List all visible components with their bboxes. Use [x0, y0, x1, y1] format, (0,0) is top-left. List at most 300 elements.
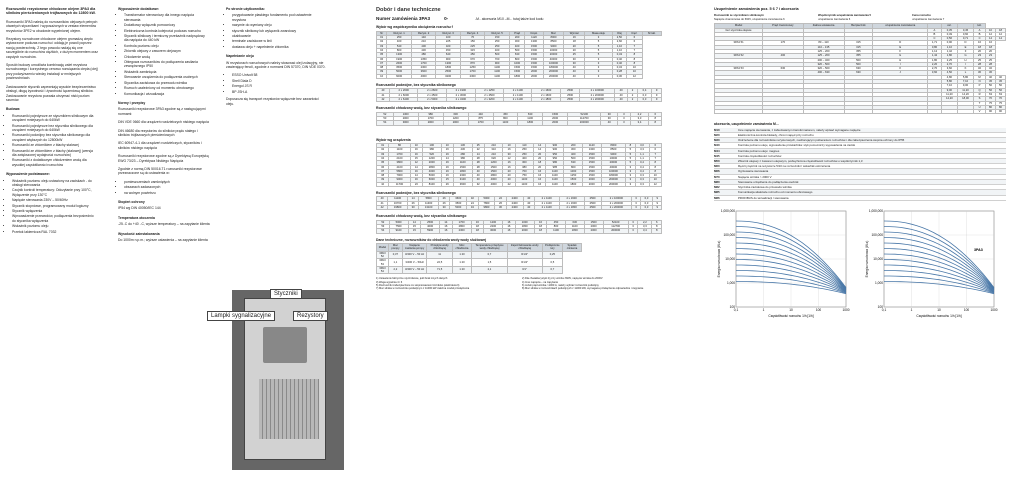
table-cell: 2500 [436, 70, 461, 74]
table-cell: 06 [377, 165, 389, 169]
table-cell: U [974, 105, 986, 109]
intro-paragraphs [6, 20, 98, 103]
table-cell: 315 [460, 49, 485, 53]
y-tick-label: 10,000 [873, 256, 883, 261]
table-cell: 40 [472, 178, 484, 182]
table-cell: I [873, 62, 928, 66]
table-cell: 40000 [601, 165, 626, 169]
table-cell: 430 [411, 49, 436, 53]
table-header-cell: Rezyst. 4 [460, 31, 485, 35]
table-cell: 5 [585, 53, 613, 57]
table-cell: 2 [628, 98, 638, 102]
table-cell: 0,80 [928, 45, 942, 49]
table-cell: 40 [523, 197, 534, 201]
table-cell: 150 [460, 40, 485, 44]
table-cell [873, 110, 928, 114]
table-cell: 2 x 1800 [532, 98, 561, 102]
accessory-desc: Kontrola poziomu oleju, wyposażenie przekaźnika: styk pomocniczy wyposażenia na zacisk [738, 143, 856, 148]
table-cell: 2 x 1250 [475, 89, 504, 93]
table-cell: R1/2" [507, 259, 542, 267]
table-cell: 25 [986, 58, 996, 62]
table-cell: 1,1 [388, 259, 402, 267]
accessory-desc: Inne napięcie sterowania, z zabudowanym transformatorem, należy wpisać wymagane napięcie [738, 127, 861, 132]
table-cell: 900 [436, 57, 461, 61]
table-cell: 0,3 [635, 182, 649, 186]
table-header-cell: Przepływ wody chłodzącej [427, 244, 453, 252]
table-cell: 2800 [423, 165, 442, 169]
table-cell: 320 – 500 [803, 62, 844, 66]
table-cell [715, 110, 763, 114]
hdr-price: Cena rozruchu [912, 14, 931, 18]
table-cell: 16 [410, 148, 422, 152]
table-cell: 3,4 [638, 229, 652, 233]
table-cell: 1,5 [471, 259, 507, 267]
table-cell: 52 [377, 220, 390, 224]
table-cell: 225 [436, 40, 461, 44]
table-cell: 1500 [509, 70, 525, 74]
table-cell: 0,34 [612, 66, 626, 70]
table-cell: 3 [626, 169, 635, 173]
table-e-title: Rozruszniki podwójne, bez stycznika silnikowego [376, 191, 456, 196]
table-header-cell: kol. [974, 24, 986, 28]
table-double-by-device [376, 196, 662, 210]
table-cell: 10 [377, 74, 387, 78]
table-header-cell: Temperatura przepływu wody chłodzącej [471, 244, 507, 252]
table-cell: 3 [585, 57, 613, 61]
table-cell: 30 [503, 152, 515, 156]
table-cell: 18 [995, 28, 1005, 32]
table-cell: 2000 [543, 121, 568, 125]
table-cell: 630 [844, 71, 873, 75]
table-cell: 4000 [421, 225, 440, 229]
table-cell: 6000 [423, 178, 442, 182]
table-cell: 1100 [546, 178, 564, 182]
table-cell: 16 [533, 182, 545, 186]
accessory-desc: Ręczny łącznik na rezystorze 5/10 na rozruszniki / wskaźnik ostrzeżenia [738, 164, 831, 169]
table-cell: 30 [495, 206, 506, 210]
table-cell: 2300 [452, 229, 471, 233]
table-cell: R1" [507, 266, 542, 274]
callout-contactors: Styczniki [270, 289, 302, 299]
table-cell: E [957, 45, 973, 49]
intro-paragraph: Sposób budowy umożliwia kombinację zalet rezystora rozruchowego i korzystnego cenowo rozwiązania ciepła (olej) przy podwyższeniu wiedzy instalacji w mniejszych powierzchniach. [6, 63, 98, 81]
table-cell: 75 [986, 101, 996, 105]
table-cell: 4,50 [941, 71, 957, 75]
construction-item: • Rozruszniki ze zbiornikiem z blachy stalowej [12, 143, 98, 147]
table-cell: 14,20 [941, 97, 957, 101]
footnote: 5) Rozruszniki zabezpieczone ze stopniowaniem liczników (elektrokoszt) [376, 283, 460, 287]
table-row [377, 251, 582, 259]
table-cell: 8 [652, 225, 662, 229]
table-cell: 1,42 [928, 54, 942, 58]
table-cell: 03 [377, 44, 387, 48]
table-cell: 3 [585, 70, 613, 74]
accessory-desc: Kontrola częstotliwości rozruchów [738, 153, 782, 158]
table-cell: 0,3 [635, 178, 649, 182]
table-cell: H [957, 58, 973, 62]
table-cell: 980 [546, 161, 564, 165]
table-cell: 14 [472, 152, 484, 156]
table-cell: 2,60 [612, 40, 626, 44]
table-cell: 1500 [525, 57, 543, 61]
table-cell: 2500 [584, 206, 601, 210]
table-header-cell: Model [715, 24, 763, 28]
standard-equipment-heading: Wyposażenie podstawowe: [6, 172, 50, 177]
table-cell: 04 [377, 156, 389, 160]
table-header-cell: Rezyst. 2 [411, 31, 436, 35]
table-header-cell: Nr tab. [642, 31, 661, 35]
table-cell: 18,00 [957, 97, 973, 101]
table-cell: 8 [627, 53, 643, 57]
table-cell: 3,3 [630, 117, 649, 121]
table-header-cell: Wymiar [564, 31, 585, 35]
table-cell: 56 [986, 88, 996, 92]
table-cell: H [873, 58, 928, 62]
table-cell: 2300 [411, 66, 436, 70]
table-cell: 5000 [478, 197, 495, 201]
table-cell: 0,3 [637, 93, 651, 97]
table-cell: 20 [564, 49, 585, 53]
table-load-factor [376, 31, 662, 79]
table-header-cell: Spadek ciśnienia [563, 244, 582, 252]
table-cell: 1300 [387, 53, 412, 57]
accessory-desc: Kontrola poziomu oleju: magnes [738, 148, 780, 153]
accessory-desc: Elektroniczna kontrola blokady, chroni napęd przy rozruchu [738, 133, 814, 138]
table-cell: 315 [844, 41, 873, 45]
table-cell: 100000 [543, 61, 564, 65]
table-cell: 7 [649, 156, 662, 160]
construction-item: • Rozruszniki z dodatkowym chłodzeniem wodą dla wysokiej częstotliwości rozruchów [12, 158, 98, 167]
table-cell: 10 [649, 174, 662, 178]
table-cell: 2500 [560, 98, 579, 102]
table-cell: 24 [467, 201, 478, 205]
accessory-row [714, 196, 1006, 201]
table-cell: 70 [995, 97, 1005, 101]
table-cell: 1500 [525, 53, 543, 57]
table-cell: 3,3 [638, 225, 652, 229]
table-cell: 3PA3 54 [377, 266, 389, 274]
table-a-title: Wybór wg współczynnika obciążenia rozruchu f [376, 25, 453, 30]
table-cell: 1100 [485, 74, 510, 78]
user-side-item: • dostawa oleju + napełnienie zbiornika [232, 45, 326, 49]
accessory-item: • Komunikacja i wizualizacja [124, 92, 210, 96]
table-cell: 16 [503, 161, 515, 165]
table-cell: 2 [628, 93, 638, 97]
table-cell: 200000 [601, 178, 626, 182]
table-cell: 70 [986, 97, 996, 101]
table-cell: 5000 [450, 206, 467, 210]
table-cell: 1,80 [941, 54, 957, 58]
y-tick-label: 100,000 [871, 232, 883, 237]
table-cell: 3 [626, 182, 635, 186]
table-cell: 670 [460, 57, 485, 61]
table-row [715, 110, 1006, 114]
table-cell: 1300 [583, 148, 602, 152]
table-cell: 2600 [387, 61, 412, 65]
accessory-item: • Obiegowa rozruszników do podłączenia zasilania zewnętrznego IP50 [124, 60, 210, 69]
table-cell: 20 [564, 44, 585, 48]
table-cell: 11300 [419, 201, 439, 205]
table-cell: 3800 [389, 161, 410, 165]
table-cell: 2000 [423, 161, 442, 165]
equipment-item: • Czujnik kontroli temperatury: Odczytanie przy 100°C, Wyłączenie przy 130°C [12, 188, 98, 197]
table-cell: 16 [441, 148, 453, 152]
x-tick-label: 100 [963, 307, 970, 312]
installation-item: • obszarach zadaszonych [124, 185, 210, 189]
table-cell: 4000 [423, 169, 442, 173]
table-cell: 10 [627, 66, 643, 70]
table-cell: 0,4 [635, 169, 649, 173]
accessory-item: • Transformator sterowniczy dla innego napięcia sterowania [124, 13, 210, 22]
table-cell: 2300 [460, 74, 485, 78]
table-cell: 26 [439, 201, 450, 205]
accessory-title: akcesoria, uzupełnienie zamówienia M... [714, 122, 779, 127]
table-g-title: Dane techniczne, rozruszników do chłodzenia wody wody służbowej [376, 237, 487, 242]
table-cell: 400 [411, 44, 436, 48]
intro-title: Rozruszniki rezystorowe chłodzone olejem 3PA3 dla silników pierścieniowych trójfazowych do 12800 kW. [6, 7, 96, 16]
table-cell: 16 [503, 225, 516, 229]
supplement-headers [714, 14, 1006, 21]
table-cell: 2 x 200000 [580, 98, 615, 102]
altitude-text: Do 1000m n.p.m.; wyższe ustawienia – na zapytanie klienta [118, 238, 208, 243]
table-cell: 2,50 [612, 36, 626, 40]
table-cell: 20 [503, 174, 515, 178]
table-cell: 11,20 [957, 88, 973, 92]
table-cell: 7500 [389, 225, 408, 229]
table-cell: 355 [844, 54, 873, 58]
table-cell: 16 [533, 174, 545, 178]
table-cell: 2 x 200000 [580, 93, 615, 97]
table-cell: 630 [763, 67, 803, 71]
table-cell: 2 x 3200 [475, 98, 504, 102]
table-cell: 1120 [583, 144, 602, 148]
table-cell: 16 [564, 36, 585, 40]
table-cell: 18 [564, 40, 585, 44]
table-cell: 0,3 [635, 174, 649, 178]
table-cell: 3 [632, 201, 640, 205]
table-cell: 18 [986, 45, 996, 49]
table-cell: 12 [627, 74, 643, 78]
y-tick-label: 100 [877, 304, 883, 309]
table-header-cell: Częst. [525, 31, 543, 35]
table-cell: V [974, 110, 986, 114]
table-cell: 63 [986, 92, 996, 96]
table-cell: 1800 [436, 66, 461, 70]
table-cell: 280 [453, 152, 472, 156]
table-cell: 0,35 [941, 28, 957, 32]
table-cell: 20000 [601, 161, 626, 165]
table-cell: 2800 [452, 225, 471, 229]
accessory-item: • Stycznik silnikowy i termiczny przekaźnik nadprądowy dla napięcia do 440 kW [124, 34, 210, 43]
table-cell: 16 [441, 174, 453, 178]
table-cell: 2 x 1100 [534, 206, 559, 210]
table-cell: 18 [471, 229, 484, 233]
table-cell: 125 – 200 [803, 50, 844, 54]
table-cell: 140 [411, 36, 436, 40]
table-cell: 1,1 [635, 156, 649, 160]
table-cell: 112700 [568, 117, 601, 121]
table-cell: 3000 [484, 229, 503, 233]
table-cell: 1,12 [928, 50, 942, 54]
accessory-desc: Zbiornik olejowy z zaworem olejowym, podwyższona częstotliwość rozruchów o współczynnik 1,3 [738, 159, 863, 164]
table-cell: 1000 [515, 220, 534, 224]
table-cell: 14 [995, 37, 1005, 41]
table-cell: 900 [485, 61, 510, 65]
table-cell: 2500 [584, 201, 601, 205]
table-cell: 16 [471, 220, 484, 224]
table-cell: 16 [441, 152, 453, 156]
table-cell: 54 [377, 229, 390, 233]
table-cell: 6000 [387, 74, 412, 78]
table-cell [928, 110, 942, 114]
table-cell: 09 [377, 178, 389, 182]
table-cell: 1 20 [452, 266, 471, 274]
table-cell: 380 [515, 165, 533, 169]
table-cell: 1500 [453, 165, 472, 169]
x-tick-label: 1 [762, 307, 765, 312]
table-cell: D [957, 41, 973, 45]
table-header-cell: Rezyst. 1 [387, 31, 412, 35]
hdr-factor: Współczynnik uzupełniania zamówienia 5 [818, 14, 872, 18]
table-cell: M [974, 75, 986, 79]
table-cell: 2 x 200000 [601, 206, 632, 210]
table-cell: 630 [509, 53, 525, 57]
table-cell: 2000 [393, 117, 418, 121]
table-cell: 2 x 6000 [389, 93, 418, 97]
accessory-code: M82 [714, 185, 720, 190]
table-cell: 2500 [560, 93, 579, 97]
table-cell: 0,43 [612, 53, 626, 57]
table-header-cell: Rezyst. 3 [436, 31, 461, 35]
accessory-desc: Komunikacja właściwie rozruchu od momentu obrotowego [738, 190, 813, 195]
accessory-code: M50 [714, 159, 720, 164]
table-cell: 45 [986, 80, 996, 84]
ambient-temp-heading: Temperatura otoczenia [118, 215, 155, 220]
table-d-title: Wybór wg urządzenia [376, 137, 411, 142]
oil-type-item: • Shell Diala D [232, 79, 326, 83]
table-cell: 7 [627, 49, 643, 53]
table-cell: 40 [986, 75, 996, 79]
table-cell: 2,70 [928, 67, 942, 71]
table-cell: 14 [986, 37, 996, 41]
standards-paragraphs [118, 107, 210, 175]
table-water-cooled [376, 112, 662, 126]
table-cell: 320 – 500 [803, 67, 844, 71]
table-row [377, 98, 662, 102]
y-tick-label: 100 [729, 304, 735, 309]
chart-energy-left [717, 209, 850, 318]
table-cell: 875 [468, 117, 493, 121]
equipment-item: • Stycznik stopniowe, programowany moduł logiczny [12, 204, 98, 208]
table-cell: 110 [515, 144, 533, 148]
table-cell: 800 [547, 225, 565, 229]
table-cell: 16 [534, 220, 547, 224]
table-cell: K [957, 67, 973, 71]
table-cell: 1500 [484, 165, 503, 169]
table-cell: 40 [564, 66, 585, 70]
construction-heading: Budowa: [6, 107, 21, 112]
table-cell: 2 x 1600 [532, 89, 561, 93]
table-cell: 1200 [423, 156, 442, 160]
table-cell: 1500 [564, 178, 583, 182]
table-cell: 200000 [543, 74, 564, 78]
table-cell: G [957, 54, 973, 58]
standards-paragraph: Rozruszniki rezystorowe zgodne są z Dyrektywą Europejską EWG 73/23 – Dyrektywa Niskiego Napięcia [118, 154, 209, 163]
table-cell: 1700 [452, 220, 471, 224]
accessory-code: M86 [714, 195, 720, 200]
table-cell: 800 [493, 117, 517, 121]
table-cell: 80 [995, 105, 1005, 109]
table-cell: 700 [515, 169, 533, 173]
table-cell: 1800 [518, 121, 543, 125]
table-cell: 210 [411, 40, 436, 44]
table-cell: 2 x 5000 [418, 98, 447, 102]
table-cell: 100 [423, 144, 442, 148]
table-cell: 45 [995, 80, 1005, 84]
table-cell: 150 [485, 36, 510, 40]
table-cell: 4,80 [941, 75, 957, 79]
table-cell: 23 [974, 54, 986, 58]
table-cell: 11700 [389, 182, 410, 186]
table-header-cell: uzupełnienie zamówienia [873, 24, 928, 28]
callout-resistors: Rezystory [293, 311, 328, 321]
table-cell: 28 [986, 62, 996, 66]
table-cell: 5,80 [941, 80, 957, 84]
table-cell: 620 [484, 156, 503, 160]
table-cell [803, 110, 844, 114]
table-cell: 2,25 [941, 58, 957, 62]
table-cell: 70 [460, 36, 485, 40]
table-cell: 02 [377, 148, 389, 152]
accessory-code: M40 [714, 143, 720, 148]
oil-types-list [226, 73, 326, 94]
table-cell: 2500 [584, 197, 601, 201]
table-cell: 2 x 100000 [580, 89, 615, 93]
additional-equipment-list [118, 13, 210, 96]
table-cell: 200 [564, 144, 583, 148]
table-cell: 1,71 [928, 41, 942, 45]
installation-item: • pomieszczeniach zamkniętych [124, 180, 210, 184]
selection-column [376, 7, 662, 290]
table-cell: 40 [601, 121, 618, 125]
table-cell: 950 [546, 152, 564, 156]
table-cell: 3PA3 52 [715, 54, 763, 58]
standards-heading: Normy i przepisy [118, 100, 146, 105]
table-cell: 1100 [546, 182, 564, 186]
table-cell: 2 x 3000 [447, 93, 476, 97]
table-cell: 4000 [484, 182, 503, 186]
table-cell: 2 x 200000 [601, 201, 632, 205]
accessories-column [118, 7, 210, 246]
table-cell: 14 [533, 148, 545, 152]
footnote: 3) Waga wypełnia 4 i 6 [376, 280, 403, 284]
table-cell: 56 [995, 88, 1005, 92]
table-cell: 0,3 [637, 98, 651, 102]
table-cell: 250 [515, 148, 533, 152]
table-cell: 20 [533, 152, 545, 156]
table-cell: 40 [615, 89, 628, 93]
table-cell: 12 [410, 161, 422, 165]
table-cell: 9000 [543, 44, 564, 48]
table-cell: 41 [377, 93, 390, 97]
sub-order7: uzupełnienie zamówienia 7 [912, 17, 945, 21]
table-cell: 0,40 [612, 61, 626, 65]
table-cell [941, 110, 957, 114]
table-cell: 3PA3 53 [377, 259, 389, 267]
table-cell: 6 [652, 220, 662, 224]
table-cell: 8 [649, 121, 662, 125]
user-side-heading: Po stronie użytkownika: [226, 7, 265, 11]
